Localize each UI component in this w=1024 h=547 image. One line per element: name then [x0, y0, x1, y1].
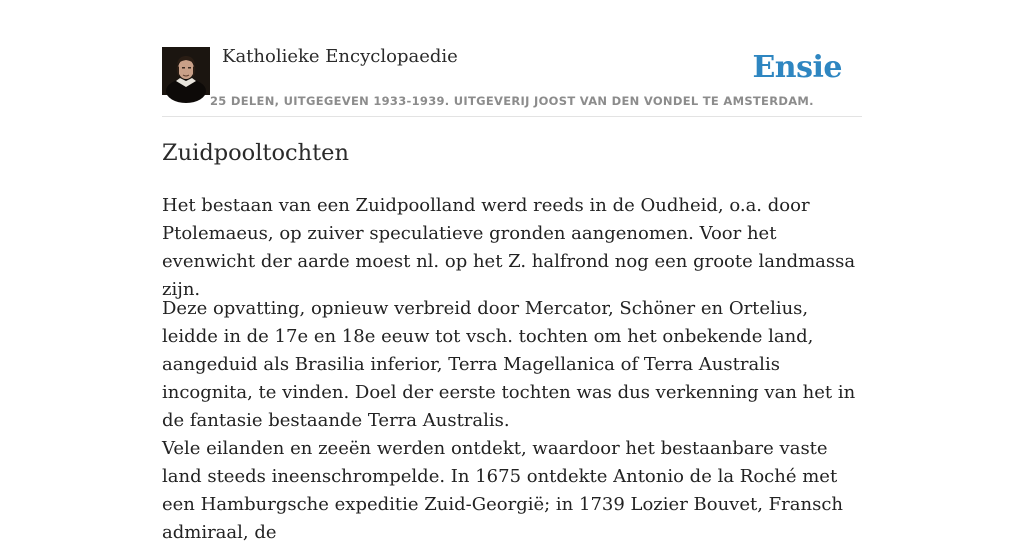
- article-title: Zuidpooltochten: [162, 140, 349, 166]
- site-subtitle: 25 DELEN, UITGEGEVEN 1933-1939. UITGEVERIJ JOOST VAN DEN VONDEL TE AMSTERDAM.: [210, 94, 814, 108]
- brand-logo[interactable]: Ensie: [752, 50, 842, 85]
- article-paragraph: Vele eilanden en zeeën werden ontdekt, waardoor het bestaanbare vaste land steeds ineenschrompelde. In 1675 ontdekte Antonio de la Roché met een Hamburgsche expeditie Zuid-Georgië; in 1739 Lozier Bouvet, Fransch admiraal, de: [162, 438, 844, 543]
- article-paragraph: Het bestaan van een Zuidpoolland werd reeds in de Oudheid, o.a. door Ptolemaeus, op zuiver speculatieve gronden aangenomen. Voor het evenwicht der aarde moest nl. op het Z. halfrond nog een groote landmassa zijn.: [162, 195, 856, 300]
- article-paragraph: Deze opvatting, opnieuw verbreid door Mercator, Schöner en Ortelius, leidde in de 17e en 18e eeuw tot vsch. tochten om het onbekende land, aangeduid als Brasilia inferior, Terra Magellanica of Terra Australis incognita, te vinden. Doel der eerste tochten was dus verkenning van het in de fantasie bestaande Terra Australis.: [162, 298, 856, 431]
- site-header: [162, 0, 862, 117]
- site-title[interactable]: Katholieke Encyclopaedie: [222, 46, 458, 67]
- portrait-avatar-icon[interactable]: [162, 47, 210, 95]
- page-container: [162, 0, 862, 543]
